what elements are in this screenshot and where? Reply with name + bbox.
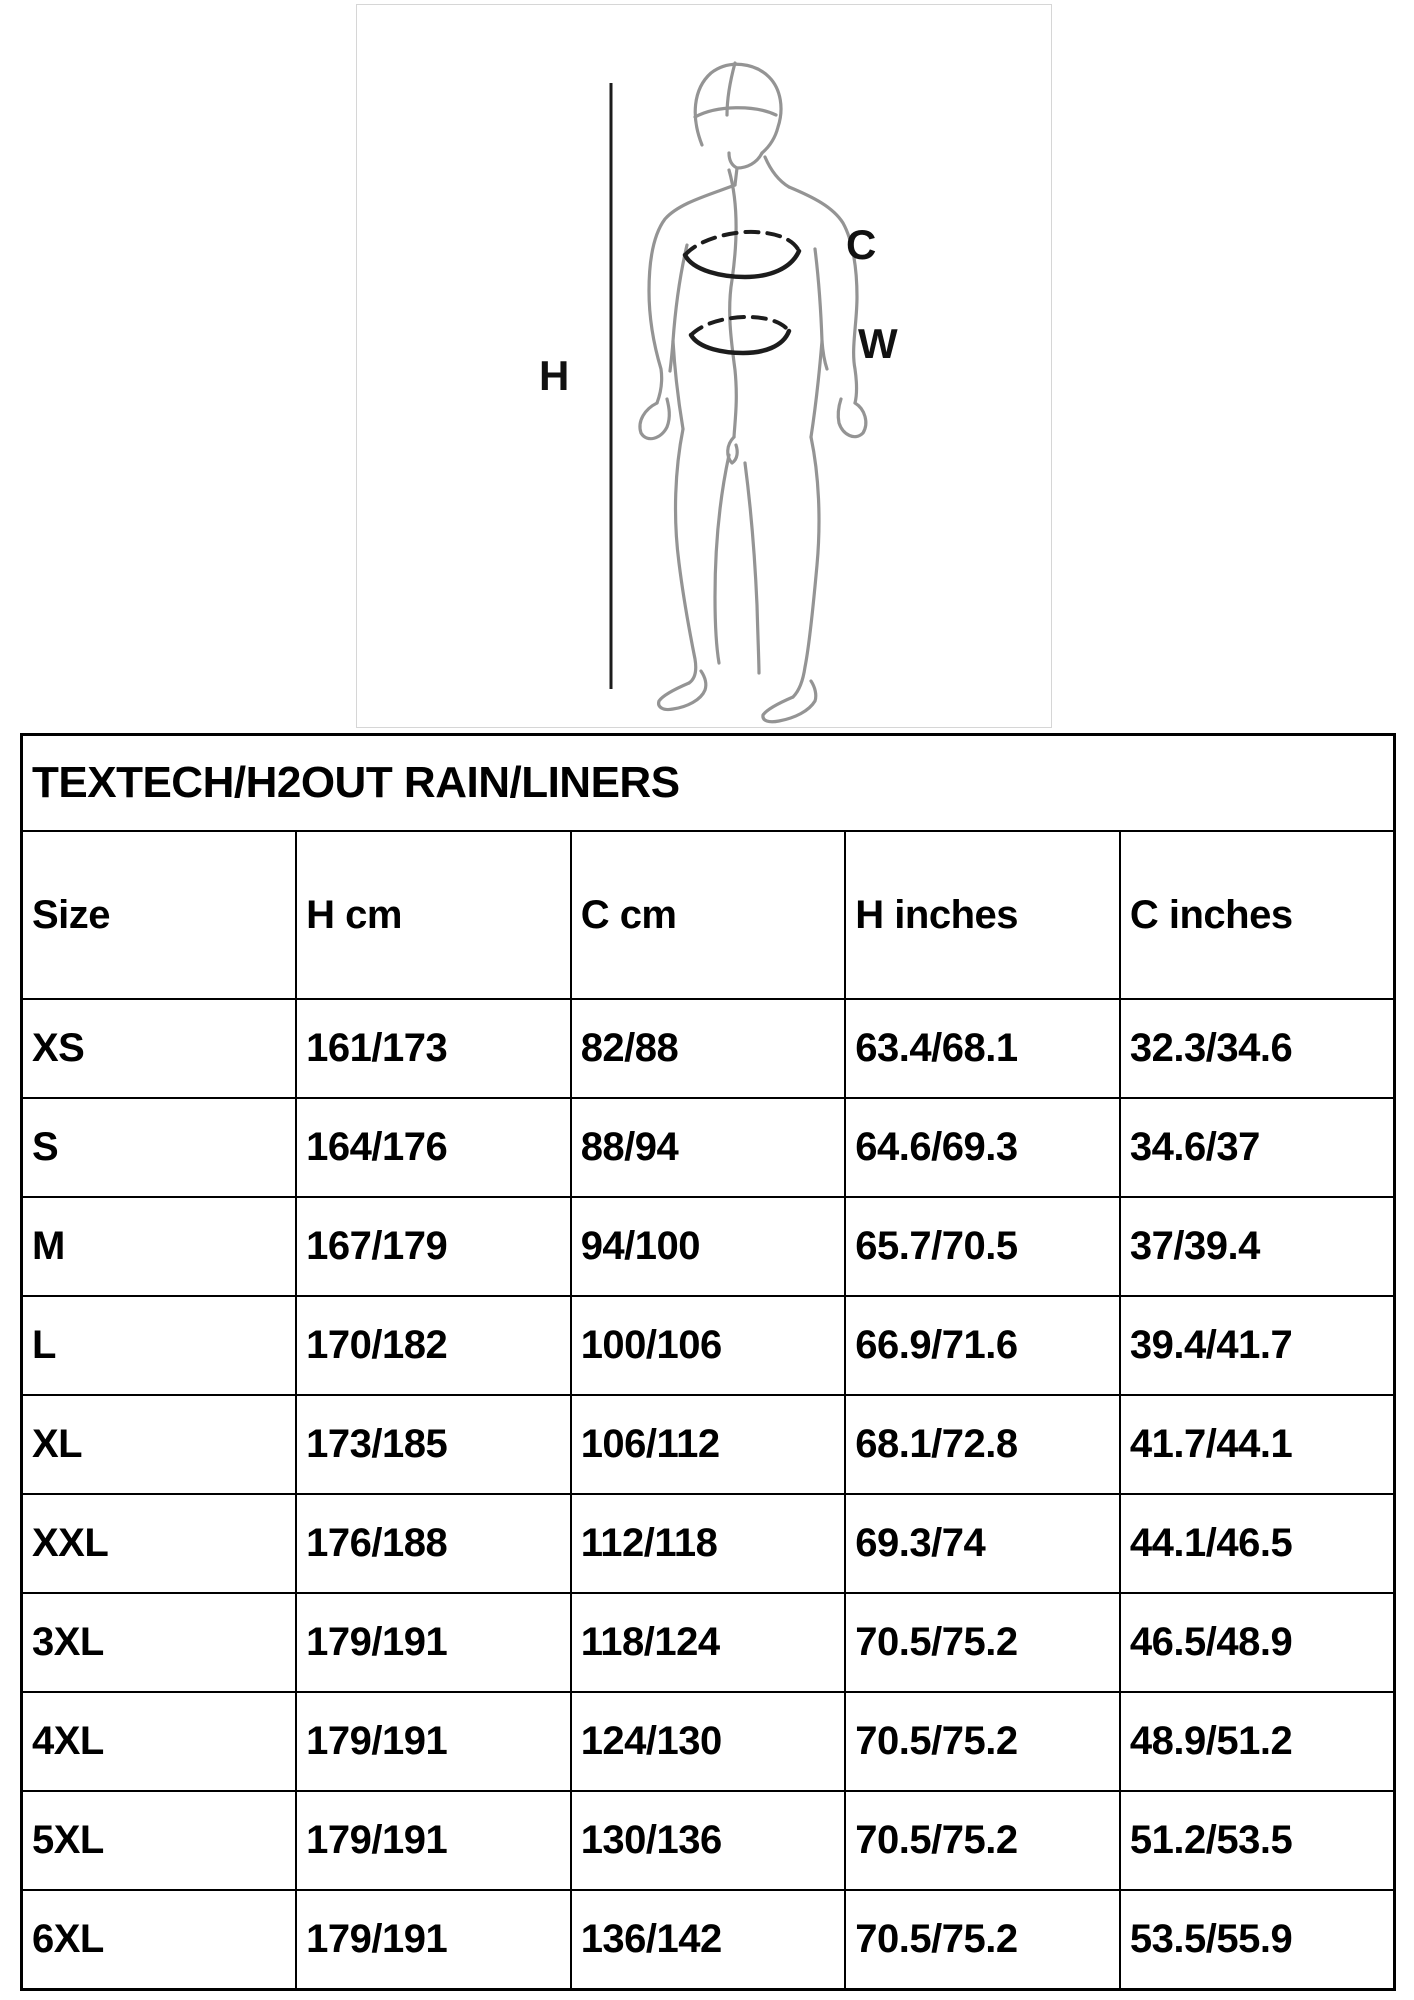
table-title-row [22, 735, 1395, 832]
h-inches-cell: 66.9/71.6 [845, 1296, 1120, 1395]
h-inches-cell: 64.6/69.3 [845, 1098, 1120, 1197]
c-cm-cell: 82/88 [571, 999, 846, 1098]
size-cell: 3XL [22, 1593, 297, 1692]
h-inches-cell: 65.7/70.5 [845, 1197, 1120, 1296]
h-inches-cell: 70.5/75.2 [845, 1692, 1120, 1791]
c-cm-cell: 100/106 [571, 1296, 846, 1395]
table-row [22, 1296, 1395, 1395]
h-inches-cell: 63.4/68.1 [845, 999, 1120, 1098]
table-row [22, 1593, 1395, 1692]
size-cell: XXL [22, 1494, 297, 1593]
h-cm-cell: 161/173 [296, 999, 571, 1098]
body-measurement-illustration [357, 5, 1051, 727]
c-inches-cell: 41.7/44.1 [1120, 1395, 1395, 1494]
c-inches-cell: 46.5/48.9 [1120, 1593, 1395, 1692]
waist-label: W [858, 320, 897, 367]
col-header-c-cm: C cm [571, 831, 846, 999]
c-cm-cell: 94/100 [571, 1197, 846, 1296]
table-row [22, 999, 1395, 1098]
h-cm-cell: 170/182 [296, 1296, 571, 1395]
table-row [22, 1098, 1395, 1197]
table-row [22, 1692, 1395, 1791]
h-cm-cell: 179/191 [296, 1890, 571, 1990]
col-header-h-inches: H inches [845, 831, 1120, 999]
table-row [22, 1395, 1395, 1494]
h-inches-cell: 70.5/75.2 [845, 1791, 1120, 1890]
c-inches-cell: 48.9/51.2 [1120, 1692, 1395, 1791]
measurement-diagram [356, 4, 1052, 728]
chest-measure-solid-arc [685, 251, 799, 277]
h-cm-cell: 164/176 [296, 1098, 571, 1197]
c-inches-cell: 44.1/46.5 [1120, 1494, 1395, 1593]
c-inches-cell: 53.5/55.9 [1120, 1890, 1395, 1990]
table-row [22, 1890, 1395, 1990]
h-cm-cell: 179/191 [296, 1593, 571, 1692]
c-inches-cell: 39.4/41.7 [1120, 1296, 1395, 1395]
col-header-h-cm: H cm [296, 831, 571, 999]
table-row [22, 1197, 1395, 1296]
c-cm-cell: 124/130 [571, 1692, 846, 1791]
size-cell: 5XL [22, 1791, 297, 1890]
h-inches-cell: 69.3/74 [845, 1494, 1120, 1593]
size-cell: 4XL [22, 1692, 297, 1791]
h-inches-cell: 70.5/75.2 [845, 1890, 1120, 1990]
c-inches-cell: 32.3/34.6 [1120, 999, 1395, 1098]
body-outline [640, 63, 866, 722]
c-cm-cell: 130/136 [571, 1791, 846, 1890]
h-cm-cell: 179/191 [296, 1692, 571, 1791]
size-chart-table [20, 733, 1396, 1991]
col-header-c-inches: C inches [1120, 831, 1395, 999]
size-cell: M [22, 1197, 297, 1296]
chest-measure-dashed-arc [685, 232, 799, 255]
waist-measure-solid-arc [691, 331, 789, 353]
size-cell: L [22, 1296, 297, 1395]
height-label: H [539, 352, 569, 399]
h-cm-cell: 176/188 [296, 1494, 571, 1593]
table-row [22, 1791, 1395, 1890]
c-cm-cell: 106/112 [571, 1395, 846, 1494]
chest-label: C [846, 221, 876, 268]
waist-measure-dashed-arc [691, 317, 789, 335]
col-header-size: Size [22, 831, 297, 999]
table-header-row [22, 831, 1395, 999]
c-inches-cell: 37/39.4 [1120, 1197, 1395, 1296]
c-cm-cell: 136/142 [571, 1890, 846, 1990]
c-cm-cell: 88/94 [571, 1098, 846, 1197]
c-cm-cell: 112/118 [571, 1494, 846, 1593]
size-cell: XS [22, 999, 297, 1098]
c-inches-cell: 34.6/37 [1120, 1098, 1395, 1197]
size-cell: XL [22, 1395, 297, 1494]
table-title: TEXTECH/H2OUT RAIN/LINERS [22, 735, 1395, 832]
c-cm-cell: 118/124 [571, 1593, 846, 1692]
h-cm-cell: 167/179 [296, 1197, 571, 1296]
h-cm-cell: 179/191 [296, 1791, 571, 1890]
size-cell: 6XL [22, 1890, 297, 1990]
size-cell: S [22, 1098, 297, 1197]
h-cm-cell: 173/185 [296, 1395, 571, 1494]
table-row [22, 1494, 1395, 1593]
h-inches-cell: 70.5/75.2 [845, 1593, 1120, 1692]
h-inches-cell: 68.1/72.8 [845, 1395, 1120, 1494]
c-inches-cell: 51.2/53.5 [1120, 1791, 1395, 1890]
